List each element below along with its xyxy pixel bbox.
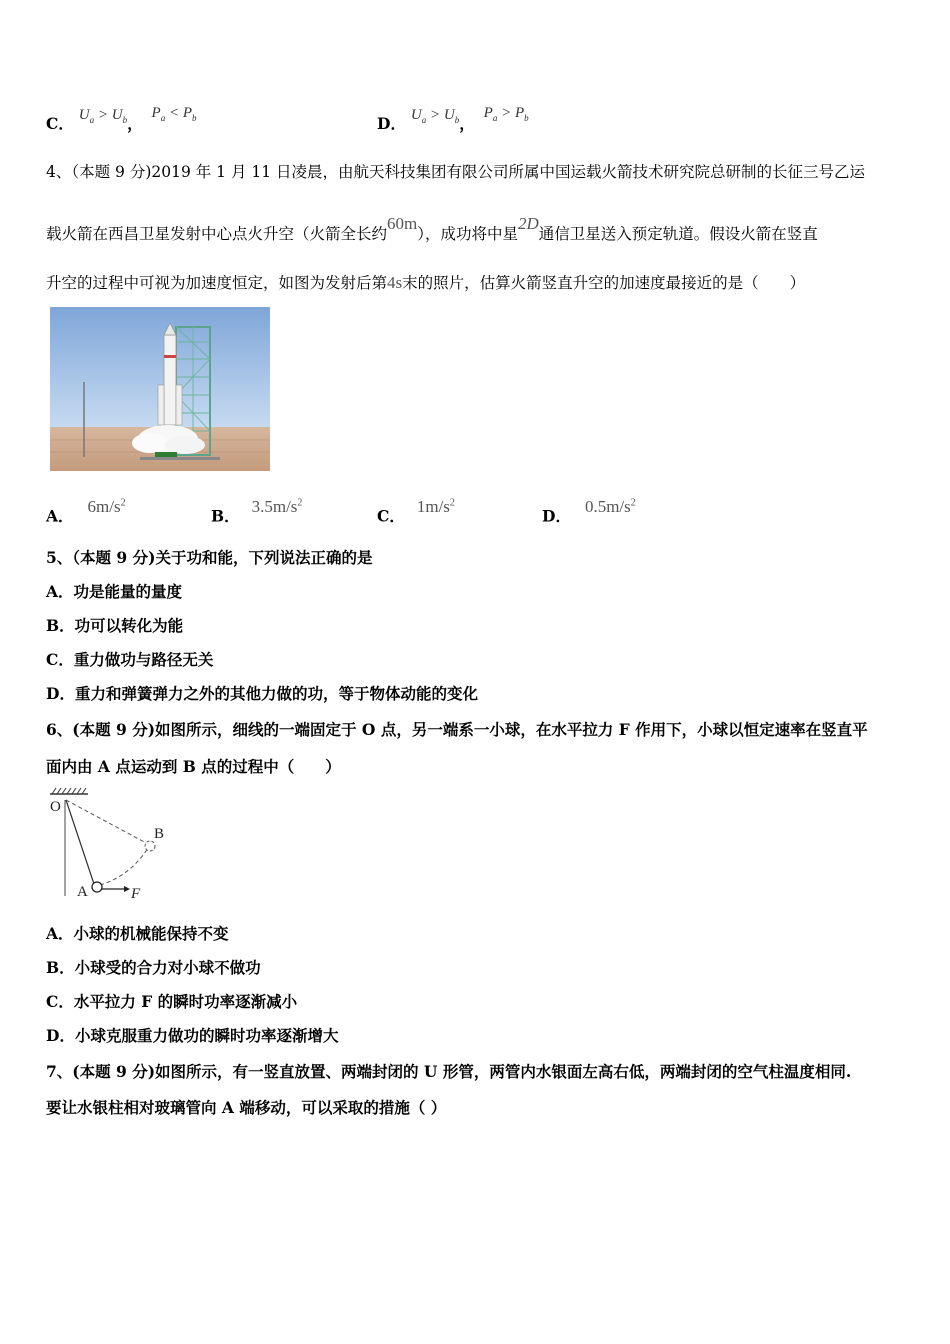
q4-option-a: A．$6m/s^2$ xyxy=(46,496,126,526)
q5-option-c: C．重力做功与路径无关 xyxy=(46,650,214,669)
q4-stem-line1: 4、（本题 9 分)2019 年 1 月 11 日凌晨，由航天科技集团有限公司所属中国运载火箭技术研究院总研制的长征三号乙运 xyxy=(46,163,866,181)
q3-option-d: D． $U_a > U_b$， $P_a > P_b$ xyxy=(377,105,529,133)
q5-stem: 5、（本题 9 分)关于功和能，下列说法正确的是 xyxy=(46,548,373,567)
q4-option-c: C．$1m/s^2$ xyxy=(377,496,455,526)
formula: $1m/s^2$ xyxy=(416,496,455,516)
formula: $P_a < P_b$ xyxy=(151,105,197,123)
formula: $U_a > U_b$ xyxy=(78,107,128,125)
q3-option-c: C． $U_a > U_b$， $P_a < P_b$ xyxy=(46,105,197,133)
formula: $3.5m/s^2$ xyxy=(251,496,303,516)
option-label: D． xyxy=(377,114,406,133)
q6-option-b: B．小球受的合力对小球不做功 xyxy=(46,958,261,977)
formula: $0.5m/s^2$ xyxy=(584,496,636,516)
point-b-label: B xyxy=(154,826,165,842)
pendulum-diagram xyxy=(44,786,179,906)
q6-option-c: C．水平拉力 F 的瞬时功率逐渐减小 xyxy=(46,992,298,1011)
formula: 4s xyxy=(387,273,403,292)
q5-option-b: B．功可以转化为能 xyxy=(46,616,184,635)
q5-option-a: A．功是能量的量度 xyxy=(46,582,183,601)
option-label: C． xyxy=(46,114,74,133)
formula: $U_a > U_b$ xyxy=(410,107,460,125)
formula: 60m xyxy=(387,214,418,233)
q6-stem-line2: 面内由 A 点运动到 B 点的过程中（ ） xyxy=(46,757,341,776)
point-o-label: O xyxy=(50,799,61,815)
q4-option-b: B．$3.5m/s^2$ xyxy=(211,496,303,526)
formula: $P_a > P_b$ xyxy=(483,105,529,123)
q7-stem-line2: 要让水银柱相对玻璃管向 A 端移动，可以采取的措施（ ） xyxy=(46,1098,447,1117)
q6-stem-line1: 6、(本题 9 分)如图所示，细线的一端固定于 O 点，另一端系一小球，在水平拉力 F 作用下，小球以恒定速率在竖直平 xyxy=(46,720,868,739)
formula: $6m/s^2$ xyxy=(87,496,126,516)
q6-option-a: A．小球的机械能保持不变 xyxy=(46,924,229,943)
q4-stem-line2: 载火箭在西昌卫星发射中心点火升空（火箭全长约60m），成功将中星2D通信卫星送入预定轨道。假设火箭在竖直 xyxy=(46,214,818,243)
q4-option-d: D．$0.5m/s^2$ xyxy=(542,496,636,526)
q4-stem-line3: 升空的过程中可视为加速度恒定，如图为发射后第4s末的照片，估算火箭竖直升空的加速度最接近的是（ ） xyxy=(46,273,806,292)
q5-option-d: D．重力和弹簧弹力之外的其他力做的功，等于物体动能的变化 xyxy=(46,684,478,703)
point-a-label: A xyxy=(77,884,88,900)
rocket-launch-photo xyxy=(50,307,270,471)
formula: 2D xyxy=(518,214,539,233)
force-f-label: F xyxy=(131,886,141,902)
q6-option-d: D．小球克服重力做功的瞬时功率逐渐增大 xyxy=(46,1026,339,1045)
q7-stem-line1: 7、(本题 9 分)如图所示，有一竖直放置、两端封闭的 U 形管，两管内水银面左高右低，两端封闭的空气柱温度相同. xyxy=(46,1062,852,1081)
